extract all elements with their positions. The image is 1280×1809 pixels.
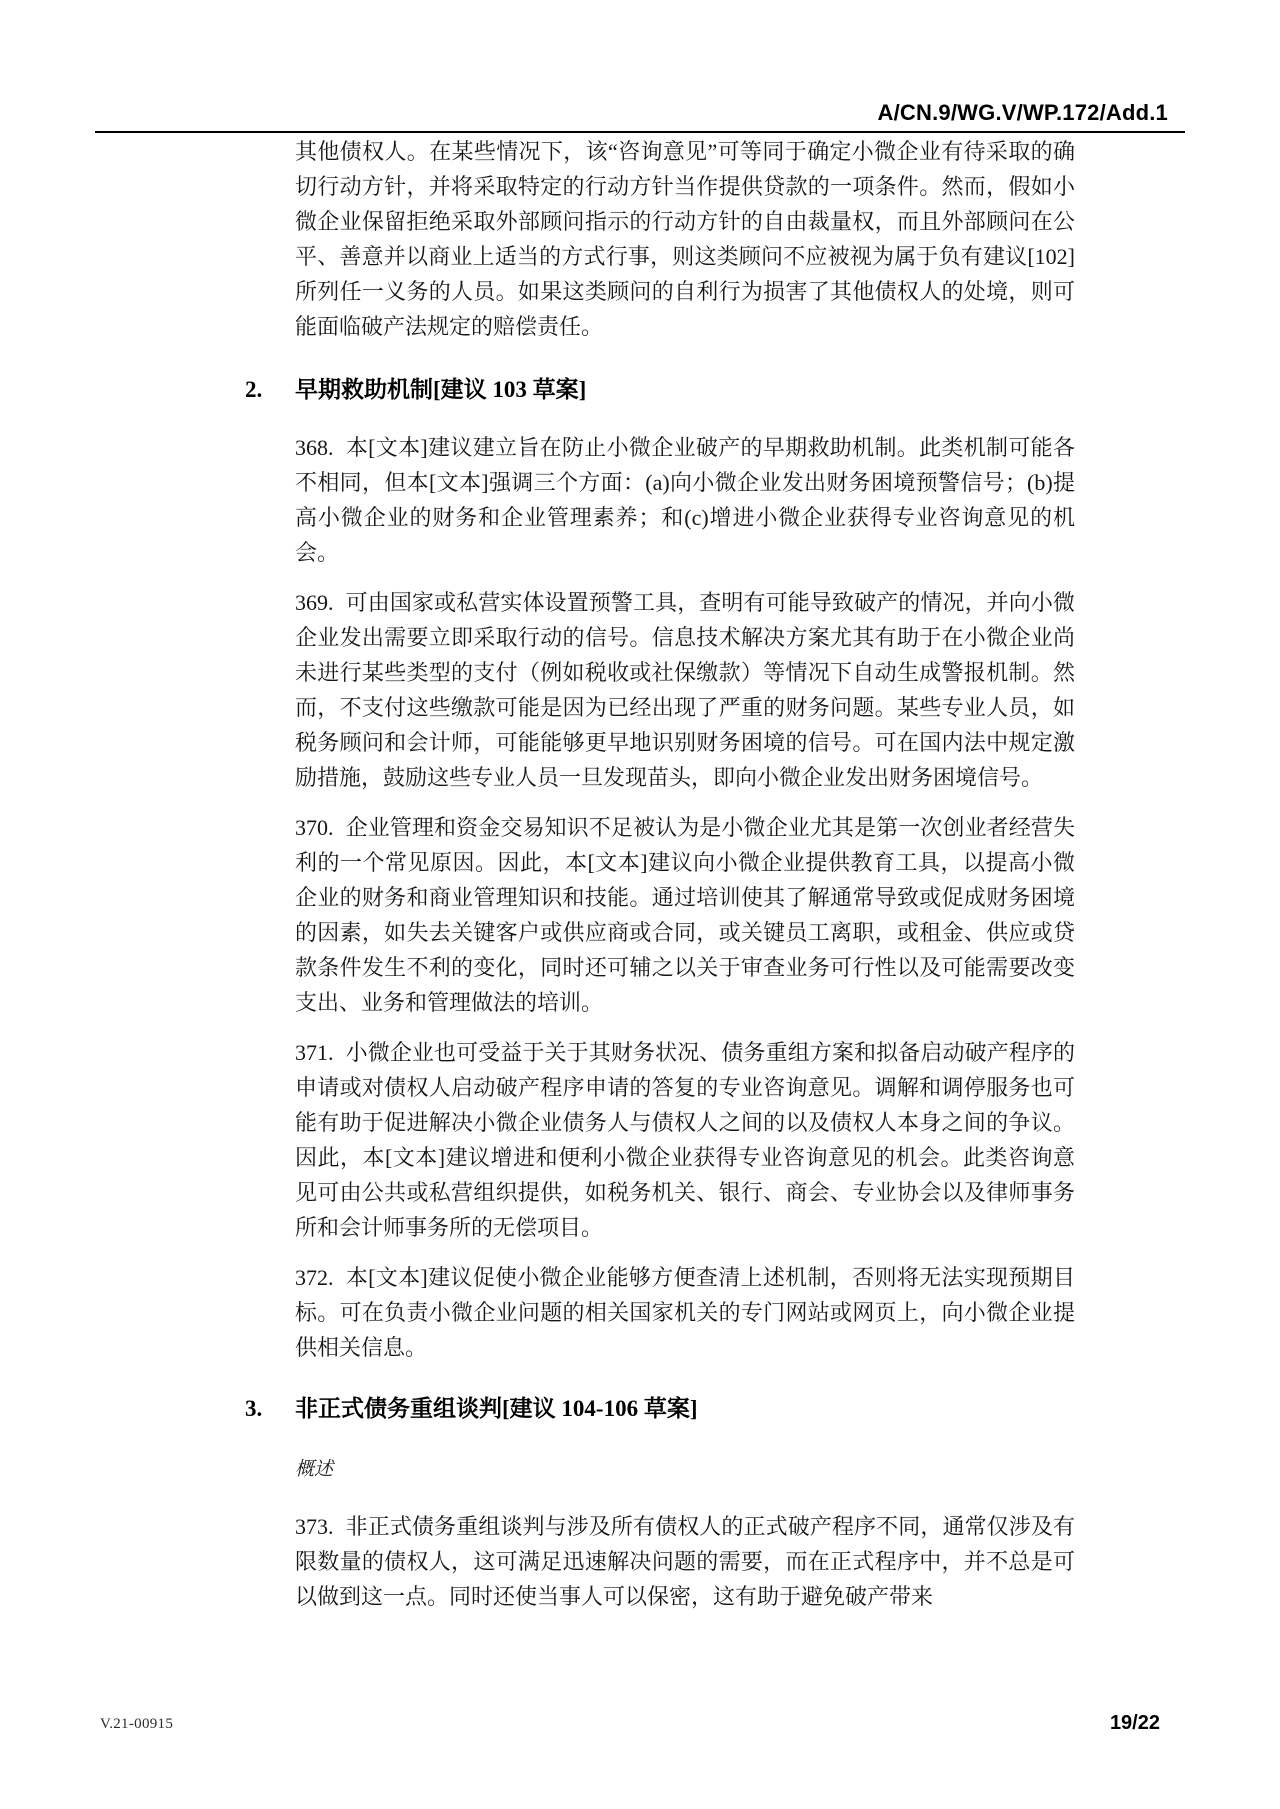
paragraph-text: 小微企业也可受益于关于其财务状况、债务重组方案和拟备启动破产程序的申请或对债权人启动破产程序申请的答复的专业咨询意见。调解和调停服务也可能有助于促进解决小微企业债务人与债权人之间的以及债权人本身之间的争议。因此，本[文本]建议增进和便利小微企业获得专业咨询意见的机会。此类咨询意见可由公共或私营组织提供，如税务机关、银行、商会、专业协会以及律师事务所和会计师事务所的无偿项目。	[295, 1040, 1075, 1240]
paragraph-number: 370.	[295, 815, 334, 840]
section-title: 非正式债务重组谈判[建议 104-106 草案]	[295, 1396, 698, 1421]
paragraph-number: 373.	[295, 1514, 334, 1539]
document-symbol: A/CN.9/WG.V/WP.172/Add.1	[877, 100, 1168, 125]
document-body	[245, 134, 1075, 1629]
section-title: 早期救助机制[建议 103 草案]	[295, 377, 587, 402]
paragraph-number: 369.	[295, 590, 334, 615]
paragraph-text: 非正式债务重组谈判与涉及所有债权人的正式破产程序不同，通常仅涉及有限数量的债权人，这可满足迅速解决问题的需要，而在正式程序中，并不总是可以做到这一点。同时还使当事人可以保密，这有助于避免破产带来	[295, 1514, 1075, 1609]
paragraph-continuation	[245, 134, 1075, 344]
paragraph-text: 本[文本]建议建立旨在防止小微企业破产的早期救助机制。此类机制可能各不相同，但本[文本]强调三个方面：(a)向小微企业发出财务困境预警信号；(b)提高小微企业的财务和企业管理素养；和(c)增进小微企业获得专业咨询意见的机会。	[295, 435, 1075, 565]
section-number: 2.	[245, 377, 263, 402]
paragraph-number: 371.	[295, 1040, 334, 1065]
paragraph-369	[245, 585, 1075, 795]
paragraph-371	[245, 1035, 1075, 1245]
paragraph-373	[245, 1509, 1075, 1614]
section-heading-2	[245, 374, 1075, 405]
overview-subheading: 概述	[295, 1459, 334, 1480]
paragraph-text: 本[文本]建议促使小微企业能够方便查清上述机制，否则将无法实现预期目标。可在负责小微企业问题的相关国家机关的专门网站或网页上，向小微企业提供相关信息。	[295, 1265, 1075, 1360]
header-divider	[95, 131, 1185, 133]
section-number: 3.	[245, 1396, 263, 1421]
footer-job-number: V.21-00915	[100, 1716, 174, 1732]
paragraph-number: 372.	[295, 1265, 334, 1290]
paragraph-368	[245, 430, 1075, 570]
paragraph-text: 其他债权人。在某些情况下，该“咨询意见”可等同于确定小微企业有待采取的确切行动方针，并将采取特定的行动方针当作提供贷款的一项条件。然而，假如小微企业保留拒绝采取外部顾问指示的行动方针的自由裁量权，而且外部顾问在公平、善意并以商业上适当的方式行事，则这类顾问不应被视为属于负有建议[102]所列任一义务的人员。如果这类顾问的自利行为损害了其他债权人的处境，则可能面临破产法规定的赔偿责任。	[295, 139, 1075, 339]
footer-page-number: 19/22	[1109, 1712, 1160, 1734]
paragraph-370	[245, 810, 1075, 1020]
paragraph-372	[245, 1260, 1075, 1365]
section-heading-3	[245, 1393, 1075, 1424]
paragraph-text: 可由国家或私营实体设置预警工具，查明有可能导致破产的情况，并向小微企业发出需要立即采取行动的信号。信息技术解决方案尤其有助于在小微企业尚未进行某些类型的支付（例如税收或社保缴款）等情况下自动生成警报机制。然而，不支付这些缴款可能是因为已经出现了严重的财务问题。某些专业人员，如税务顾问和会计师，可能能够更早地识别财务困境的信号。可在国内法中规定激励措施，鼓励这些专业人员一旦发现苗头，即向小微企业发出财务困境信号。	[295, 590, 1075, 790]
paragraph-text: 企业管理和资金交易知识不足被认为是小微企业尤其是第一次创业者经营失利的一个常见原因。因此，本[文本]建议向小微企业提供教育工具，以提高小微企业的财务和商业管理知识和技能。通过培训使其了解通常导致或促成财务困境的因素，如失去关键客户或供应商或合同，或关键员工离职，或租金、供应或贷款条件发生不利的变化，同时还可辅之以关于审查业务可行性以及可能需要改变支出、业务和管理做法的培训。	[295, 815, 1075, 1015]
paragraph-number: 368.	[295, 435, 334, 460]
